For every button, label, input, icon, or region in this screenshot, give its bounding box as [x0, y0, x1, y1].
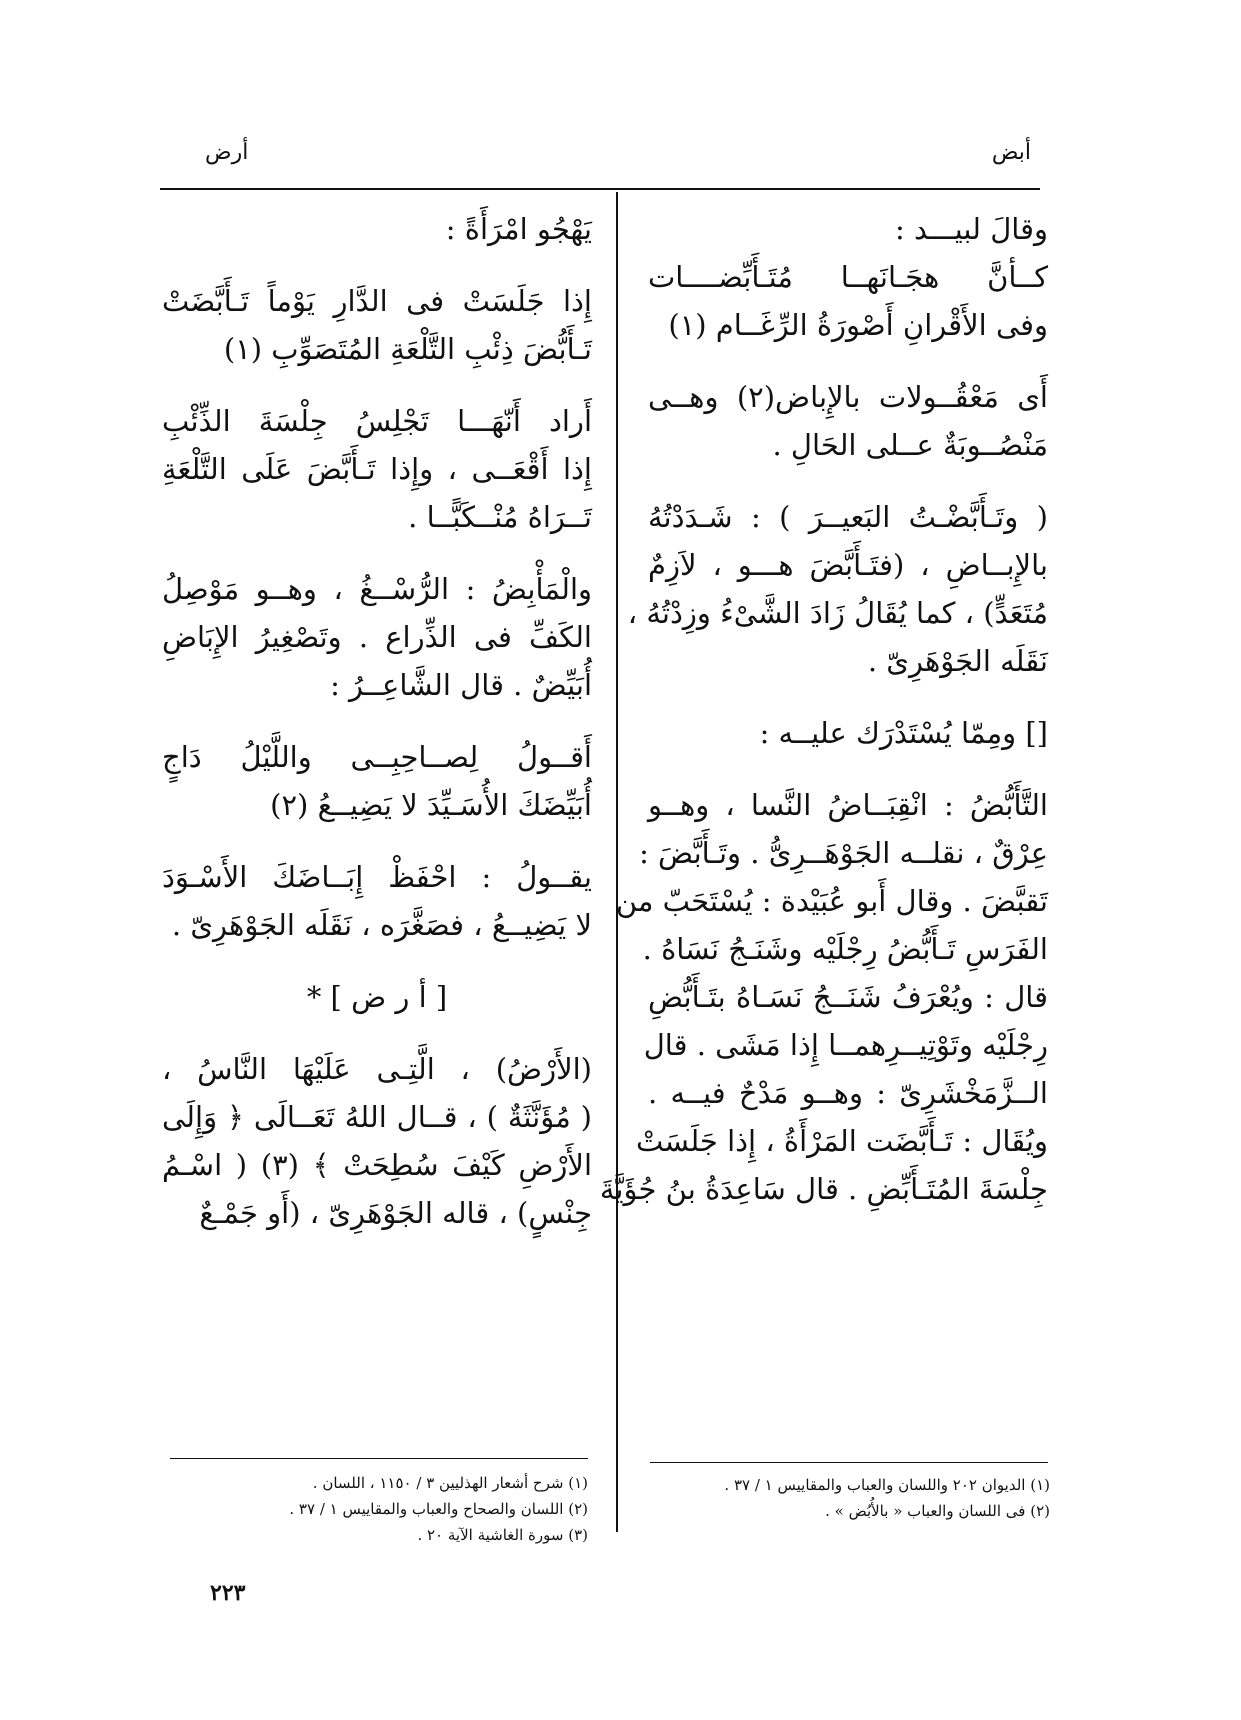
text-line: (الأَرْضُ) ، الَّتِـى عَلَيْهَا النَّاسُ ،: [162, 1052, 592, 1086]
text-line: لا يَضِيــعُ ، فصَغَّرَه ، نَقَلَه الجَوْهَرِىّ .: [171, 908, 592, 942]
paragraph-gap: [162, 253, 592, 277]
footnote: (٣) سورة الغاشية الآية ٢٠ .: [417, 1526, 588, 1544]
column-divider: [616, 192, 618, 1532]
header-right: أبض: [991, 140, 1031, 165]
paragraph-gap: [648, 349, 1048, 373]
text-line: مُتَعَدٍّ) ، كما يُقَالُ زَادَ الشَّىْءُ وزِدْتُهُ ،: [627, 596, 1048, 630]
text-line: والْمَأْبِضُ : الرُّسْــغُ ، وهــو مَوْصِلُ: [162, 572, 592, 606]
footnotes-right: [660, 1472, 1050, 1524]
text-line: أُبَيِّضٌ . قال الشَّاعِــرُ :: [330, 668, 592, 702]
text-line: تَـأَبُّضَ ذِئْبِ التَّلْعَةِ المُتَصَوِّبِ (١): [223, 332, 592, 366]
text-line: جِنْسٍ) ، قاله الجَوْهَرِىّ ، (أَو جَمْـعٌ: [199, 1196, 592, 1230]
footnote-rule-right: [650, 1462, 1048, 1463]
text-line: رِجْلَيْه وتَوْتِيــرِهمــا إِذا مَشَى . قال: [643, 1028, 1048, 1062]
text-line: أَراد أَنّهَـــا تَجْلِسُ جِلْسَةَ الذِّئْبِ: [162, 404, 592, 438]
text-line: الفَرَسِ تَـأَبُّضُ رِجْلَيْه وشَنَـجُ نَسَاهُ .: [642, 932, 1048, 966]
text-line: نَقَلَه الجَوْهَرِىّ .: [867, 644, 1048, 678]
text-line: قال : ويُعْرَفُ شَنَــجُ نَسَـاهُ بتَـأَبُّضِ: [648, 980, 1048, 1014]
paragraph-gap: [162, 829, 592, 853]
text-line: عِرْقٌ ، نقلــه الجَوْهَــرِىُّ . وتَـأَبَّضَ :: [639, 836, 1048, 870]
text-line: أُبَيِّضَكَ الأُسَـيِّدَ لا يَضِيــعُ (٢): [270, 788, 592, 822]
text-line: تَــرَاهُ مُنْــكَبًّــا .: [408, 500, 592, 534]
right-column: [599, 205, 1048, 1213]
paragraph-gap: [162, 1021, 592, 1045]
paragraph-gap: [648, 469, 1048, 493]
paragraph-gap: [162, 541, 592, 565]
text-line: الأَرْضِ كَيْفَ سُطِحَتْ ﴾ (٣) ( اسْـمُ: [162, 1148, 593, 1182]
text-line: تَقبَّضَ . وقال أَبو عُبَيْدة : يُسْتَحَبّ من: [615, 884, 1048, 918]
text-line: أَقــولُ لِصــاحِبِــى واللَّيْلُ دَاجٍ: [162, 740, 592, 774]
text-line: إِذا أَقْعَــى ، وإِذا تَـأَبَّضَ عَلَى التَّلْعَةِ: [162, 452, 592, 486]
text-line: جِلْسَةَ المُتَـأَبِّضِ . قال سَاعِدَةُ بنُ جُؤَيَّةَ: [599, 1172, 1048, 1206]
text-line: يقــولُ : احْفَظْ إِبَــاضَكَ الأَسْـوَدَ: [162, 860, 592, 894]
left-column: [162, 205, 592, 1237]
text-line: ( وتَـأَبَّضْـتُ البَعيــرَ ) : شَـدَدْتُهُ: [648, 500, 1048, 534]
text-line: الــزَّمَخْشَرِىّ : وهــو مَدْحٌ فيــه .: [648, 1076, 1048, 1110]
paragraph-gap: [162, 373, 592, 397]
paragraph-gap: [648, 757, 1048, 781]
paragraph-gap: [162, 709, 592, 733]
footnotes-left: [200, 1470, 588, 1548]
text-line: إِذا جَلَسَتْ فى الدَّارِ يَوْماً تَـأَبَّضَتْ: [162, 284, 592, 318]
paragraph-gap: [648, 685, 1048, 709]
footnote-rule-left: [170, 1458, 588, 1459]
text-line: وفى الأَقْرانِ أَصْورَةُ الرِّغَــام (١): [668, 308, 1048, 342]
text-line: يَهْجُو امْرَأَةً :: [445, 212, 592, 246]
text-line: الكَفِّ فى الذِّراع . وتَصْغِيرُ الإِبَاضِ: [162, 620, 592, 654]
text-line: [ أ ر ض ] *: [306, 980, 448, 1014]
footnote: (١) شرح أشعار الهذليين ٣ / ١١٥٠ ، اللسان .: [312, 1474, 588, 1492]
header-left: أرض: [205, 140, 249, 165]
text-line: بالإِبــاضِ ، (فتَـأَبَّضَ هـــو ، لاَزِمٌ: [648, 548, 1048, 582]
text-line: مَنْصُــوبَةٌ عــلى الحَالِ .: [772, 428, 1048, 462]
text-line: ( مُؤَنَّثَةٌ ) ، قــال اللهُ تَعَــالَى ﴿ وَإِلَى: [162, 1100, 592, 1134]
text-line: [] ومِمّا يُسْتَدْرَك عليــه :: [759, 716, 1048, 750]
footnote: (٢) فى اللسان والعباب « بالأُبُض » .: [825, 1502, 1050, 1520]
text-line: وقالَ لبيـــد :: [894, 212, 1048, 246]
text-line: كــأنَّ هجَـانَهــا مُتَـأَبِّضــــات: [648, 260, 1048, 294]
text-line: ويُقَال : تَـأَبَّضَت المَرْأَةُ ، إِذا جَلَسَتْ: [635, 1124, 1048, 1158]
text-line: التَّأَبُّضُ : انْقِبَــاضُ النَّسا ، وهــو: [648, 788, 1048, 822]
text-line: أَى مَعْقُــولات بالإِباض(٢) وهــى: [648, 380, 1048, 414]
page-number: ٢٢٣: [210, 1580, 246, 1606]
footnote: (١) الديوان ٢٠٢ واللسان والعباب والمقاييس ١ / ٣٧ .: [724, 1476, 1050, 1494]
footnote: (٢) اللسان والصحاح والعباب والمقاييس ١ / ٣٧ .: [289, 1500, 588, 1518]
header-rule: [160, 188, 1040, 190]
paragraph-gap: [162, 949, 592, 973]
